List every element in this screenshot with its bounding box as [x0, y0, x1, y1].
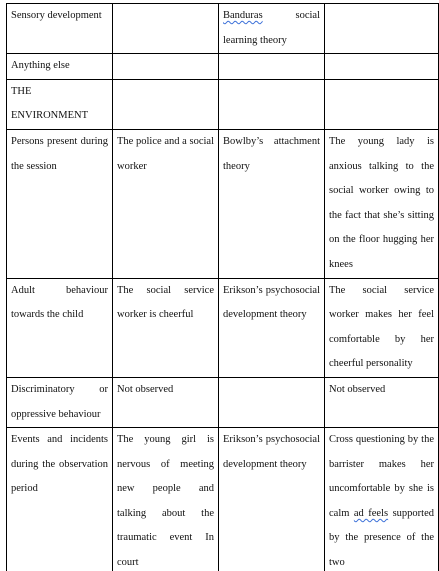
spellcheck-word: ad feels	[353, 507, 389, 519]
observation-cell: Not observed	[113, 377, 219, 427]
spellcheck-word: Banduras	[223, 10, 263, 21]
observation-cell: The police and a social worker	[113, 129, 219, 278]
analysis-cell: Not observed	[325, 377, 439, 427]
table-row	[7, 278, 439, 377]
observation-cell: The social service worker is cheerful	[113, 278, 219, 377]
theory-cell	[219, 54, 325, 80]
section-heading-cell: THE ENVIRONMENT	[7, 79, 113, 129]
analysis-cell	[325, 4, 439, 54]
theory-cell: Erikson’s psychosocial development theory	[219, 278, 325, 377]
table-row	[7, 4, 439, 54]
analysis-cell	[325, 428, 439, 571]
observation-cell	[113, 4, 219, 54]
table-row	[7, 54, 439, 80]
theory-cell: Bowlby’s attachment theory	[219, 129, 325, 278]
analysis-text: Cross questioning by the barrister makes her uncomfortable by she is calm	[329, 434, 434, 519]
factor-cell: Sensory development	[7, 4, 113, 54]
table-row	[7, 79, 439, 129]
table-row	[7, 129, 439, 278]
observation-table	[6, 3, 439, 571]
factor-cell: Adult behaviour towards the child	[7, 278, 113, 377]
factor-cell: Anything else	[7, 54, 113, 80]
theory-cell	[219, 79, 325, 129]
observation-cell	[113, 54, 219, 80]
table-row	[7, 428, 439, 571]
table-row	[7, 377, 439, 427]
factor-cell: Discriminatory or oppressive behaviour	[7, 377, 113, 427]
theory-cell	[219, 377, 325, 427]
analysis-cell	[325, 79, 439, 129]
theory-cell: Erikson’s psychosocial development theory	[219, 428, 325, 571]
analysis-cell: The social service worker makes her feel comfortable by her cheerful personality	[325, 278, 439, 377]
observation-cell: The young girl is nervous of meeting new people and talking about the traumatic event In court	[113, 428, 219, 571]
factor-cell: Events and incidents during the observation period	[7, 428, 113, 571]
analysis-cell: The young lady is anxious talking to the social worker owing to the fact that she’s sitting on the floor hugging her knees	[325, 129, 439, 278]
observation-cell	[113, 79, 219, 129]
analysis-text: supported by the presence of the two	[329, 507, 434, 569]
theory-cell	[219, 4, 325, 54]
factor-cell: Persons present during the session	[7, 129, 113, 278]
analysis-cell	[325, 54, 439, 80]
theory-text: social learning theory	[223, 10, 320, 46]
